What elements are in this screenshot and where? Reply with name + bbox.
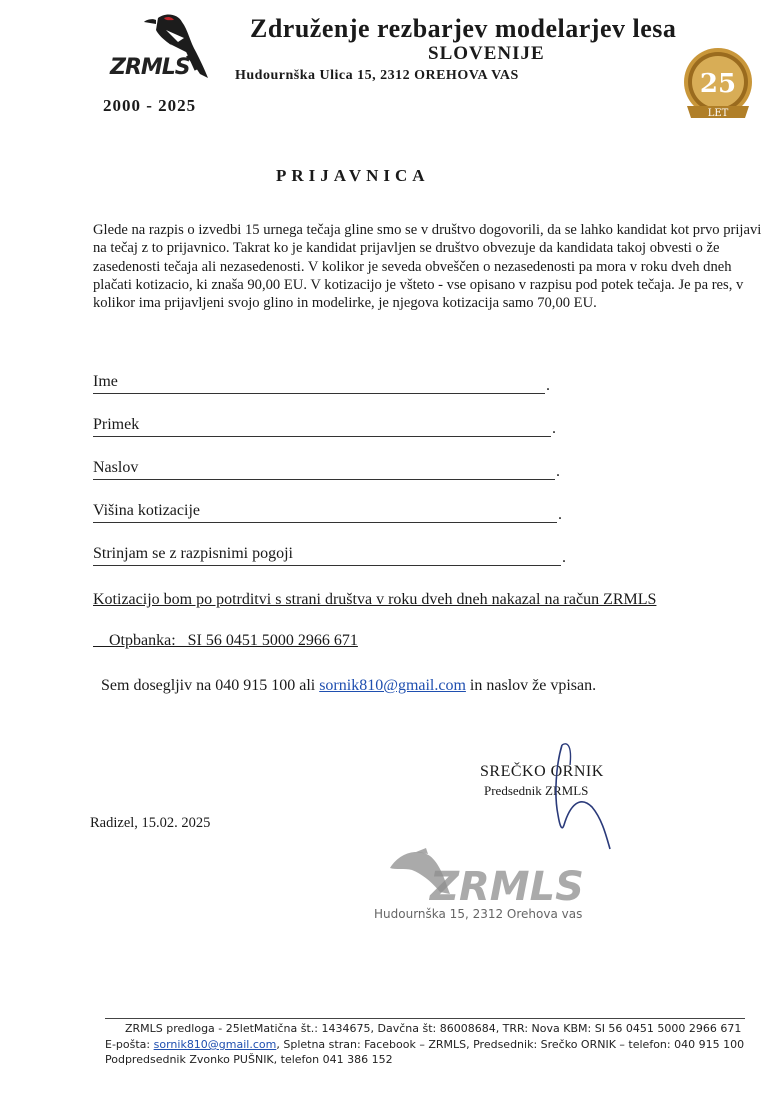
field-naslov[interactable]: Naslov . bbox=[93, 459, 560, 480]
footer-line-3: Podpredsednik Zvonko PUŠNIK, telefon 041 386 152 bbox=[105, 1053, 393, 1066]
field-label: Ime bbox=[93, 373, 118, 390]
field-primek[interactable]: Primek . bbox=[93, 416, 556, 437]
svg-text:ZRMLS: ZRMLS bbox=[430, 864, 584, 910]
field-ime[interactable]: Ime . bbox=[93, 373, 550, 394]
intro-paragraph: Glede na razpis o izvedbi 15 urnega tečaja gline smo se v društvo dogovorili, da se lahko kandidat kot prvo prijavi na tečaj z to prijavnico. Takrat ko je kandidat prijavljen se društvo obvezuje da kandidata takoj obvesti o že zasedenosti tečaja ali nezasedenosti. V kolikor je seveda obveščen o nezasedenosti pa mora v roku dveh dneh plačati kotizacio, ki znaša 90,00 EU. V kotizacijo je všteto - vse opisano v razpisu pod potek tečaja. Je pa res, v kolikor ima prijavljeni svojo glino in modelirke, je njegova kotizacija samo 70,00 EU. bbox=[93, 222, 762, 312]
footer-line-1: ZRMLS predloga - 25letMatična št.: 1434675, Davčna št: 86008684, TRR: Nova KBM: SI 56 0451 5000 2966 671 bbox=[125, 1022, 742, 1035]
field-strinjam[interactable]: Strinjam se z razpisnimi pogoji . bbox=[93, 545, 566, 566]
place-date: Radizel, 15.02. 2025 bbox=[90, 815, 211, 831]
field-label: Naslov bbox=[93, 459, 139, 476]
svg-text:25: 25 bbox=[699, 69, 737, 99]
contact-suffix: in naslov že vpisan. bbox=[469, 677, 597, 694]
footer-divider bbox=[105, 1018, 745, 1019]
handwritten-signature-icon bbox=[540, 735, 630, 855]
signatory-role: Predsednik ZRMLS bbox=[484, 783, 589, 798]
field-label: Višina kotizacije bbox=[93, 502, 200, 519]
field-label: Primek bbox=[93, 416, 140, 433]
contact-line bbox=[101, 677, 596, 695]
field-visina-kotizacije[interactable]: Višina kotizacije . bbox=[93, 502, 562, 523]
organization-address: Hudournška Ulica 15, 2312 OREHOVA VAS bbox=[235, 68, 519, 83]
contact-prefix: Sem dosegljiv na 040 915 100 ali bbox=[101, 677, 316, 694]
field-label: Strinjam se z razpisnimi pogoji bbox=[93, 545, 293, 562]
footer-line-2-rest: , Spletna stran: Facebook – ZRMLS, Predsednik: Srečko ORNIK – telefon: 040 915 100 bbox=[276, 1038, 745, 1051]
signatory-name: SREČKO ORNIK bbox=[480, 763, 604, 780]
payment-note: Kotizacijo bom po potrditvi s strani društva v roku dveh dneh nakazal na račun ZRMLS bbox=[93, 591, 657, 608]
stamp-address: Hudournška 15, 2312 Orehova vas bbox=[374, 907, 583, 921]
organization-country: SLOVENIJE bbox=[428, 43, 545, 64]
svg-text:LET: LET bbox=[707, 108, 729, 119]
footer-email-label: E-pošta: bbox=[105, 1038, 151, 1051]
anniversary-badge-icon bbox=[675, 44, 761, 124]
bank-account: Otpbanka: SI 56 0451 5000 2966 671 bbox=[93, 632, 358, 649]
contact-email-link[interactable]: sornik810@gmail.com bbox=[319, 677, 466, 694]
footer-line-2 bbox=[105, 1038, 744, 1051]
footer-email-link[interactable]: sornik810@gmail.com bbox=[153, 1038, 277, 1051]
anniversary-years: 2000 - 2025 bbox=[103, 96, 197, 115]
form-title: PRIJAVNICA bbox=[276, 166, 430, 185]
logo-text: ZRMLS bbox=[110, 55, 190, 80]
organization-title: Združenje rezbarjev modelarjev lesa bbox=[250, 14, 677, 43]
